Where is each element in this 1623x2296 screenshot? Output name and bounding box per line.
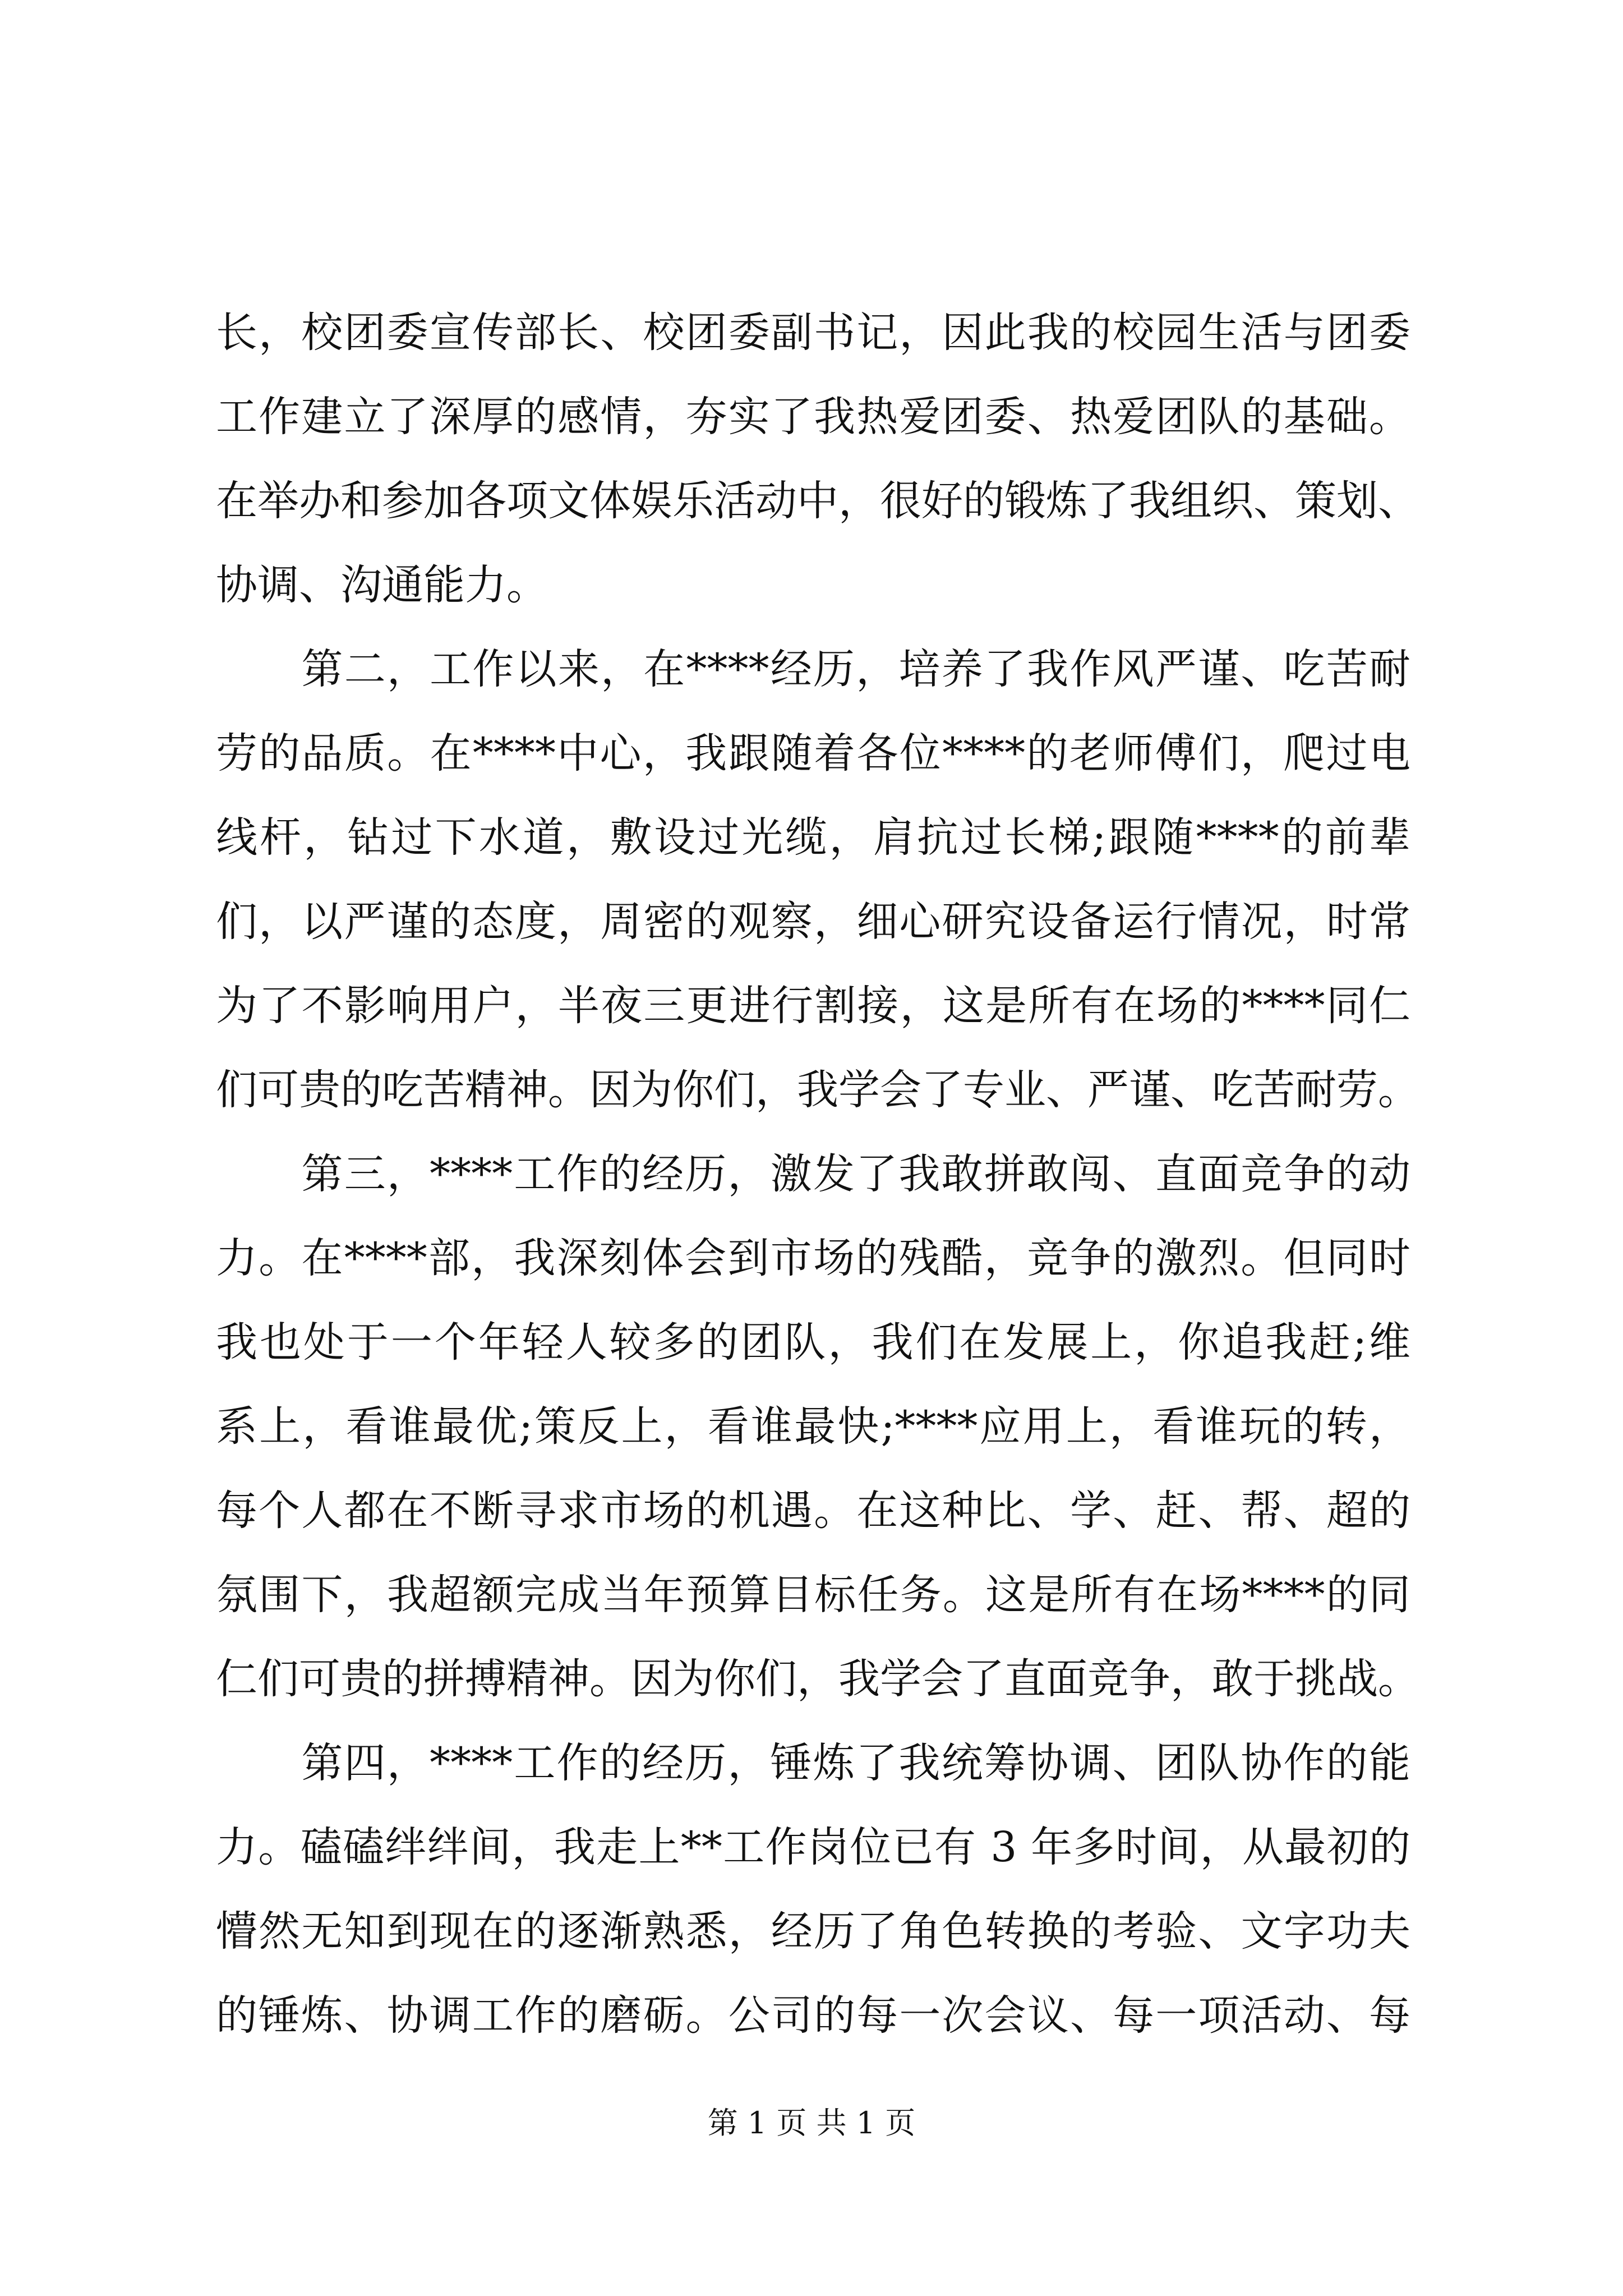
text-line-7: 线杆，钻过下水道，敷设过光缆，肩抗过长梯;跟随****的前辈 — [216, 813, 1410, 862]
text-line-14: 系上，看谁最优;策反上，看谁最快;****应用上，看谁玩的转， — [216, 1402, 1410, 1451]
text-line-3: 在举办和参加各项文体娱乐活动中，很好的锻炼了我组织、策划、 — [216, 477, 1419, 525]
text-line-11: 第三，****工作的经历，激发了我敢拼敢闯、直面竞争的动 — [216, 1150, 1410, 1198]
text-line-5: 第二，工作以来，在****经历，培养了我作风严谨、吃苦耐 — [216, 645, 1410, 693]
text-line-6: 劳的品质。在****中心，我跟随着各位****的老师傅们，爬过电 — [216, 729, 1410, 777]
text-line-17: 仁们可贵的拼搏精神。因为你们，我学会了直面竞争，敢于挑战。 — [216, 1655, 1419, 1703]
text-line-12: 力。在****部，我深刻体会到市场的残酷，竞争的激烈。但同时 — [216, 1234, 1410, 1282]
text-line-19: 力。磕磕绊绊间，我走上**工作岗位已有 3 年多时间，从最初的 — [216, 1823, 1410, 1871]
text-line-1: 长，校团委宣传部长、校团委副书记，因此我的校园生活与团委 — [216, 309, 1410, 357]
text-line-8: 们，以严谨的态度，周密的观察，细心研究设备运行情况，时常 — [216, 898, 1410, 946]
page-footer: 第 1 页 共 1 页 — [707, 2105, 916, 2141]
text-line-21: 的锤炼、协调工作的磨砺。公司的每一次会议、每一项活动、每 — [216, 1991, 1410, 2040]
text-line-16: 氛围下，我超额完成当年预算目标任务。这是所有在场****的同 — [216, 1571, 1410, 1619]
text-line-20: 懵然无知到现在的逐渐熟悉，经历了角色转换的考验、文字功夫 — [216, 1907, 1410, 1955]
text-line-9: 为了不影响用户，半夜三更进行割接，这是所有在场的****同仁 — [216, 982, 1410, 1030]
text-line-10: 们可贵的吃苦精神。因为你们，我学会了专业、严谨、吃苦耐劳。 — [216, 1066, 1419, 1114]
text-line-13: 我也处于一个年轻人较多的团队，我们在发展上，你追我赶;维 — [216, 1318, 1410, 1366]
text-line-2: 工作建立了深厚的感情，夯实了我热爱团委、热爱团队的基础。 — [216, 393, 1410, 441]
text-line-15: 每个人都在不断寻求市场的机遇。在这种比、学、赶、帮、超的 — [216, 1487, 1410, 1535]
text-line-18: 第四，****工作的经历，锤炼了我统筹协调、团队协作的能 — [216, 1739, 1410, 1787]
text-line-4: 协调、沟通能力。 — [216, 561, 548, 609]
